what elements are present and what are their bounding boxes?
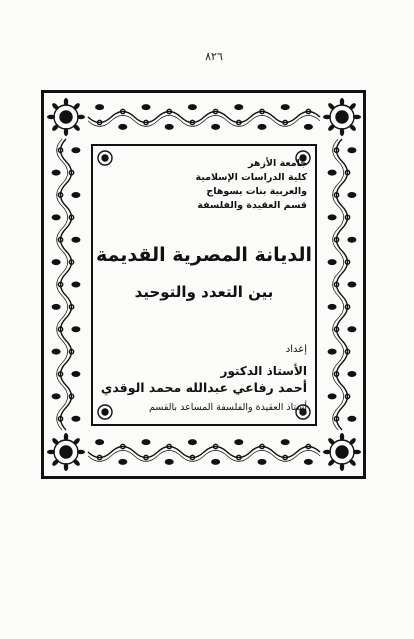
page-number: ٨٢٦ [205, 50, 223, 63]
university-name: جامعة الأزهر [247, 158, 307, 169]
prepared-by-label: إعداد [285, 344, 307, 355]
college-branch: والعربية بنات بسوهاج [206, 186, 307, 197]
book-title: الديانة المصرية القديمة [95, 244, 313, 266]
author-position: أستاذ العقيدة والفلسفة المساعد بالقسم [149, 402, 307, 413]
institution-block [137, 157, 307, 213]
college-name: كلية الدراسات الإسلامية [195, 172, 307, 183]
author-academic-title: الأستاذ الدكتور [220, 364, 307, 378]
book-subtitle: بين التعدد والتوحيد [134, 283, 274, 301]
department-name: قسم العقيدة والفلسفة [197, 200, 307, 211]
author-name: أحمد رفاعي عبدالله محمد الوقدي [100, 380, 307, 395]
